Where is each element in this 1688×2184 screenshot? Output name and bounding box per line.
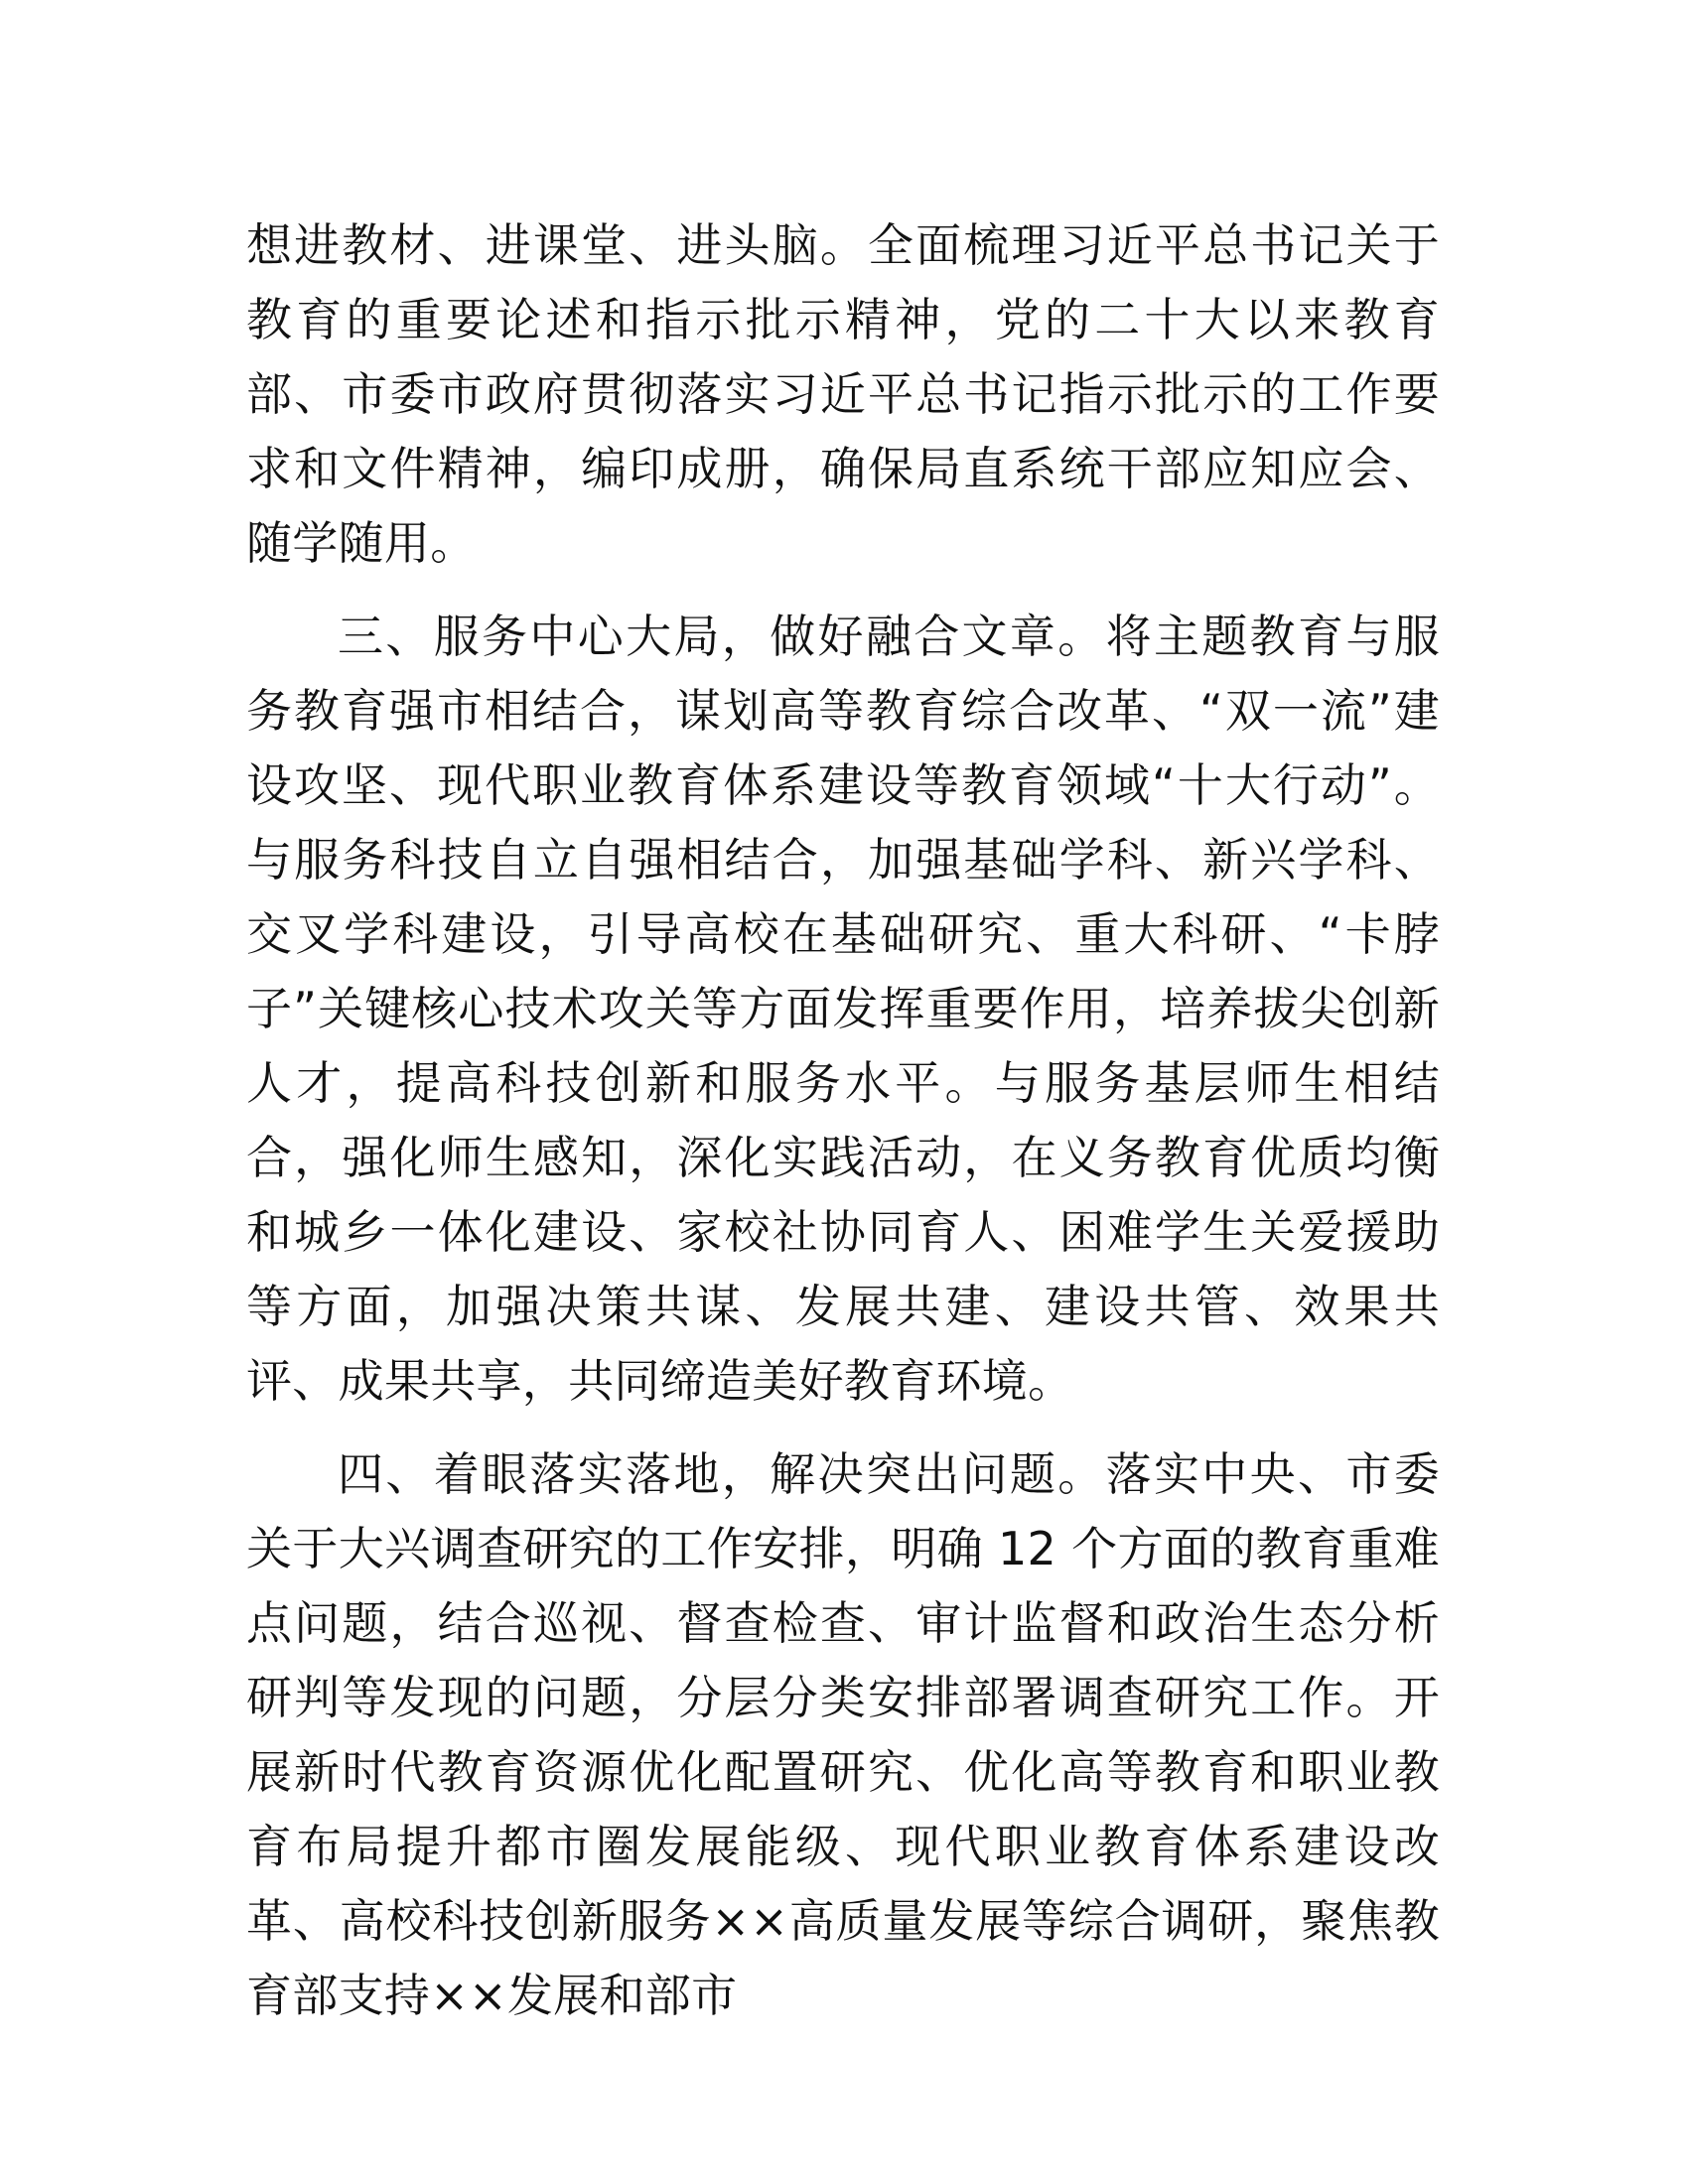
paragraph-section-four: 四、着眼落实落地，解决突出问题。落实中央、市委关于大兴调查研究的工作安排，明确 12 个方面的教育重难点问题，结合巡视、督查检查、审计监督和政治生态分析研判等发现的问题，分层分类安排部署调查研究工作。开展新时代教育资源优化配置研究、优化高等教育和职业教育布局提升都市圈发展能级、现代职业教育体系建设改革、高校科技创新服务××高质量发展等综合调研，聚焦教育部支持××发展和部市: [246, 1447, 1440, 2022]
document-body: [246, 208, 1440, 2033]
paragraph-continuation: 想进教材、进课堂、进头脑。全面梳理习近平总书记关于教育的重要论述和指示批示精神，党的二十大以来教育部、市委市政府贯彻落实习近平总书记指示批示的工作要求和文件精神，编印成册，确保局直系统干部应知应会、随学随用。: [246, 218, 1440, 570]
paragraph-section-three: 三、服务中心大局，做好融合文章。将主题教育与服务教育强市相结合，谋划高等教育综合改革、“双一流”建设攻坚、现代职业教育体系建设等教育领域“十大行动”。与服务科技自立自强相结合，加强基础学科、新兴学科、交叉学科建设，引导高校在基础研究、重大科研、“卡脖子”关键核心技术攻关等方面发挥重要作用，培养拔尖创新人才，提高科技创新和服务水平。与服务基层师生相结合，强化师生感知，深化实践活动，在义务教育优质均衡和城乡一体化建设、家校社协同育人、困难学生关爱援助等方面，加强决策共谋、发展共建、建设共管、效果共评、成果共享，共同缔造美好教育环境。: [246, 610, 1440, 1408]
